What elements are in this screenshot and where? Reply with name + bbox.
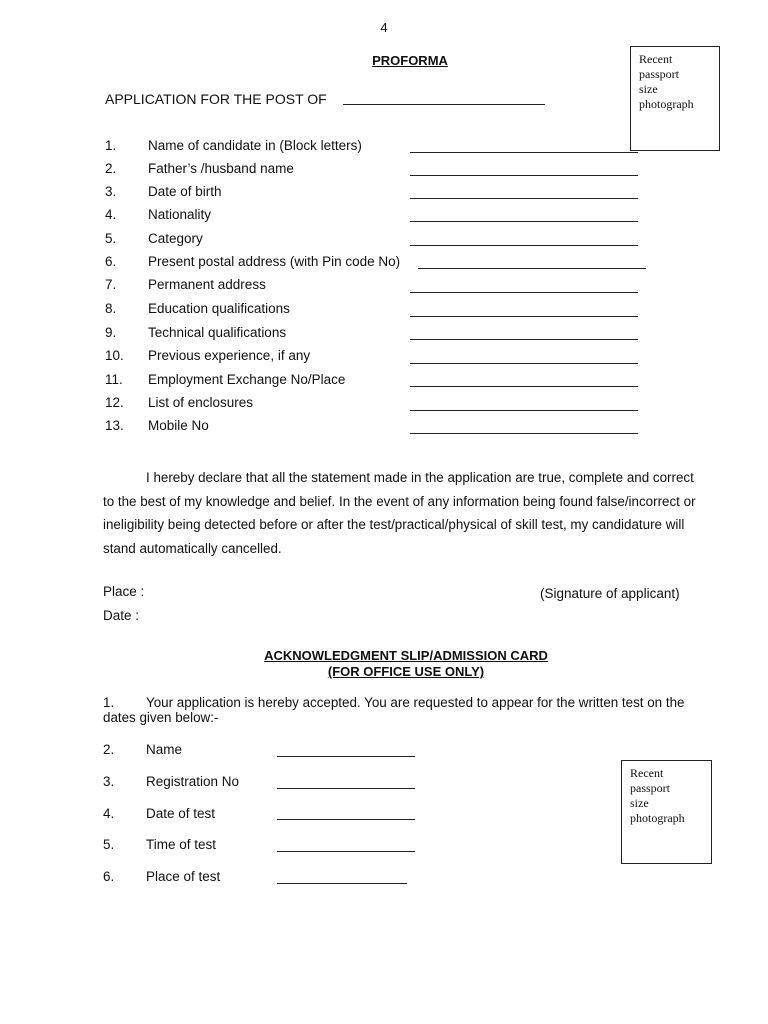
field-label: Name [146, 742, 183, 757]
photo-box-line: Recent [639, 52, 673, 66]
ack-number: 1. [103, 695, 115, 710]
photo-box-line: passport [630, 781, 670, 795]
form-field-line[interactable] [410, 221, 638, 222]
field-label: Present postal address (with Pin code No) [148, 254, 401, 269]
field-label: Permanent address [148, 277, 266, 292]
ack-subtitle: (FOR OFFICE USE ONLY) [327, 664, 485, 679]
field-label: Employment Exchange No/Place [148, 372, 346, 387]
field-number: 5. [103, 837, 115, 852]
field-label: List of enclosures [148, 395, 254, 410]
field-label: Education qualifications [148, 301, 290, 316]
field-number: 5. [105, 231, 117, 246]
field-number: 1. [105, 138, 117, 153]
form-field-line[interactable] [410, 386, 638, 387]
field-number: 11. [105, 372, 123, 387]
application-post-label: APPLICATION FOR THE POST OF [105, 91, 327, 107]
photo-box-line: size [630, 796, 649, 810]
field-label: Date of test [146, 806, 216, 821]
form-field-line[interactable] [410, 316, 638, 317]
field-number: 7. [105, 277, 117, 292]
ack-title-block [0, 648, 768, 680]
ack-paragraph [103, 695, 715, 725]
form-field-line[interactable] [410, 410, 638, 411]
signature-label: (Signature of applicant) [540, 586, 680, 601]
field-label: Nationality [148, 207, 212, 222]
field-label: Mobile No [148, 418, 209, 433]
form-field-line[interactable] [410, 433, 638, 434]
photo-box-line: size [639, 82, 658, 96]
slip-field-line[interactable] [277, 756, 415, 757]
form-field-line[interactable] [410, 363, 638, 364]
form-field-line[interactable] [410, 339, 638, 340]
field-number: 2. [103, 742, 115, 757]
field-number: 8. [105, 301, 117, 316]
date-label: Date : [103, 608, 140, 623]
field-number: 6. [103, 869, 115, 884]
slip-field-line[interactable] [277, 851, 415, 852]
photo-box [630, 46, 720, 151]
form-field-line[interactable] [410, 245, 638, 246]
field-number: 3. [105, 184, 117, 199]
ack-text: Your application is hereby accepted. You are requested to appear for the written test on the dates given below:- [103, 695, 685, 725]
slip-field-line[interactable] [277, 883, 407, 884]
photo-box [621, 760, 712, 864]
photo-box-line: Recent [630, 766, 664, 780]
place-label: Place : [103, 584, 145, 599]
field-label: Category [148, 231, 203, 246]
field-label: Registration No [146, 774, 240, 789]
field-label: Technical qualifications [148, 325, 287, 340]
proforma-title: PROFORMA [372, 53, 448, 68]
application-post-field[interactable] [343, 104, 545, 105]
form-field-line[interactable] [410, 152, 638, 153]
field-label: Place of test [146, 869, 221, 884]
page-number: 4 [380, 20, 388, 35]
field-number: 3. [103, 774, 115, 789]
photo-box-line: photograph [639, 97, 694, 111]
field-number: 4. [103, 806, 115, 821]
field-number: 4. [105, 207, 117, 222]
field-number: 12. [105, 395, 124, 410]
field-label: Previous experience, if any [148, 348, 311, 363]
field-number: 9. [105, 325, 117, 340]
field-number: 2. [105, 161, 117, 176]
ack-title: ACKNOWLEDGMENT SLIP/ADMISSION CARD [264, 648, 548, 663]
declaration-text: I hereby declare that all the statement made in the application are true, complete and correct to the best of my knowledge and belief. In the event of any information being found false/incorrect or ineligibility being detected before or after the test/practical/physical of skill test, my candidature will stand automatically cancelled. [103, 470, 696, 556]
form-field-line[interactable] [410, 198, 638, 199]
slip-field-line[interactable] [277, 788, 415, 789]
field-number: 10. [105, 348, 124, 363]
declaration-paragraph [103, 466, 708, 560]
field-label: Time of test [146, 837, 217, 852]
field-number: 6. [105, 254, 117, 269]
form-field-line[interactable] [410, 175, 638, 176]
field-label: Name of candidate in (Block letters) [148, 138, 362, 153]
form-field-line[interactable] [410, 292, 638, 293]
photo-box-line: photograph [630, 811, 685, 825]
field-label: Date of birth [148, 184, 222, 199]
field-label: Father’s /husband name [148, 161, 294, 176]
form-field-line[interactable] [418, 268, 646, 269]
slip-field-line[interactable] [277, 819, 415, 820]
photo-box-line: passport [639, 67, 679, 81]
field-number: 13. [105, 418, 124, 433]
